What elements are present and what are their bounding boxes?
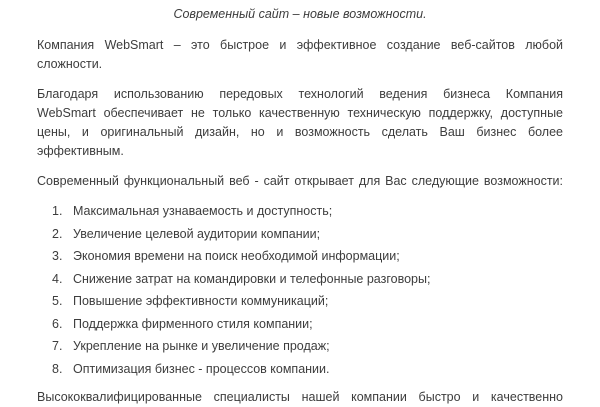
- paragraph-line: Компания WebSmart – это быстрое и эффективное создание веб-сайтов любой: [37, 38, 563, 52]
- list-item: [37, 225, 563, 244]
- list-item-number: 1.: [52, 204, 63, 218]
- list-item-number: 2.: [52, 226, 63, 241]
- list-item: [37, 202, 563, 221]
- list-item-text: Поддержка фирменного стиля компании;: [73, 316, 313, 331]
- list-item-number: 5.: [52, 294, 63, 308]
- paragraph-specialists-partial: [37, 388, 563, 407]
- list-item-number: 4.: [52, 271, 63, 286]
- list-item: [37, 337, 563, 356]
- paragraph-line: Высококвалифицированные специалисты нашей компании быстро и качественно: [37, 389, 563, 404]
- list-item: [37, 247, 563, 266]
- list-item-text: Оптимизация бизнес - процессов компании.: [73, 361, 330, 376]
- benefits-list: [37, 202, 563, 379]
- document-content: [37, 0, 563, 407]
- list-item-number: 6.: [52, 316, 63, 331]
- paragraph-line: Благодаря использованию передовых технологий ведения бизнеса Компания: [37, 87, 563, 101]
- paragraph-line: цены, и оригинальный дизайн, но и возможность сделать Ваш бизнес более: [37, 125, 563, 139]
- list-item-number: 8.: [52, 361, 63, 376]
- paragraph-company-advantages: [37, 85, 563, 161]
- paragraph-line: сложности.: [37, 57, 103, 71]
- list-item: [37, 270, 563, 289]
- list-item: [37, 360, 563, 379]
- paragraph-benefits-lead: [37, 172, 563, 191]
- paragraph-company-intro: [37, 36, 563, 74]
- list-item-text: Снижение затрат на командировки и телефонные разговоры;: [73, 271, 431, 286]
- list-item: [37, 315, 563, 334]
- list-item: [37, 292, 563, 311]
- list-item-text: Увеличение целевой аудитории компании;: [73, 226, 321, 241]
- page-title: Современный сайт – новые возможности.: [173, 7, 427, 21]
- list-item-text: Повышение эффективности коммуникаций;: [73, 294, 329, 308]
- paragraph-line: эффективным.: [37, 144, 124, 158]
- list-item-text: Укрепление на рынке и увеличение продаж;: [73, 339, 330, 353]
- list-item-number: 3.: [52, 249, 63, 263]
- list-item-number: 7.: [52, 339, 63, 353]
- list-item-text: Экономия времени на поиск необходимой информации;: [73, 249, 400, 263]
- list-item-text: Максимальная узнаваемость и доступность;: [73, 204, 333, 218]
- paragraph-line: WebSmart обеспечивает не только качественную техническую поддержку, доступные: [37, 106, 563, 120]
- paragraph-line: Современный функциональный веб - сайт открывает для Вас следующие возможности:: [37, 174, 563, 188]
